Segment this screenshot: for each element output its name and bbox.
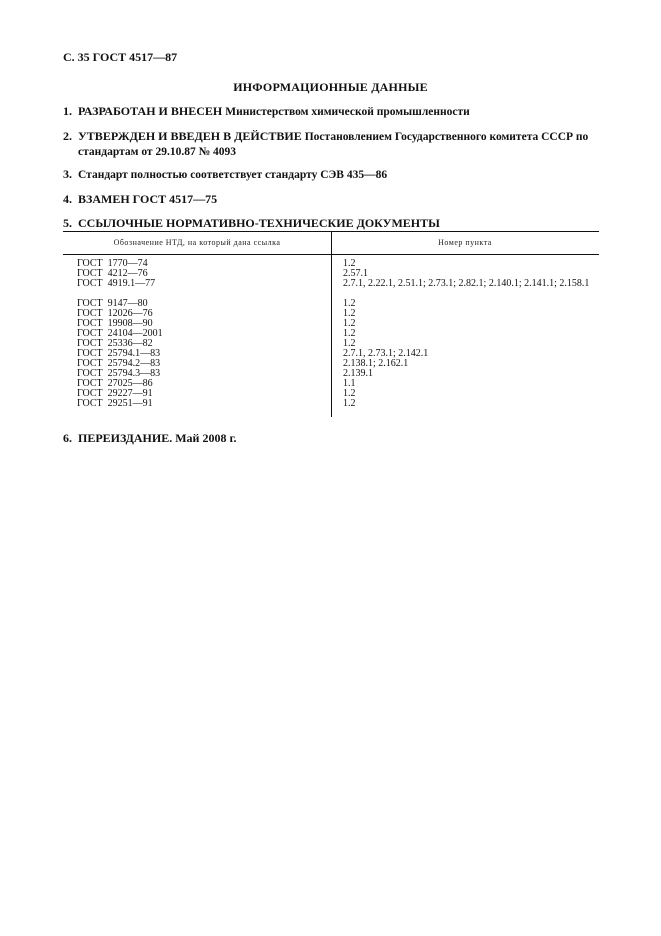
- table-header-document: Обозначение НТД, на который дана ссылка: [113, 238, 281, 247]
- document-title: ИНФОРМАЦИОННЫЕ ДАННЫЕ: [233, 80, 428, 94]
- table-cell-clause: 2.138.1; 2.162.1: [343, 358, 409, 369]
- item-number: 4.: [63, 192, 72, 206]
- table-cell-document: ГОСТ 27025—86: [77, 378, 153, 389]
- table-cell-clause: 2.139.1: [343, 368, 373, 379]
- table-cell-document: ГОСТ 25794.1—83: [77, 348, 161, 359]
- table-cell-document: ГОСТ 4919.1—77: [77, 278, 156, 289]
- table-cell-document: ГОСТ 12026—76: [77, 308, 153, 319]
- table-cell-clause: 1.2: [343, 328, 356, 339]
- table-cell-document: ГОСТ 9147—80: [77, 298, 148, 309]
- item-text: Постановлением Государственного комитета СССР по стандартам от 29.10.87 № 4093: [78, 131, 589, 158]
- table-cell-document: ГОСТ 29251—91: [77, 398, 153, 409]
- item-number: 5.: [63, 216, 72, 230]
- item-number: 3.: [63, 167, 72, 181]
- info-item-developed: [63, 104, 608, 119]
- table-cell-clause: 1.2: [343, 298, 356, 309]
- item-text: Министерством химической промышленности: [225, 106, 470, 118]
- table-cell-clause: 2.7.1, 2.73.1; 2.142.1: [343, 348, 429, 359]
- item-lead: ССЫЛОЧНЫЕ НОРМАТИВНО-ТЕХНИЧЕСКИЕ ДОКУМЕНТЫ: [78, 216, 440, 230]
- item-lead: ВЗАМЕН ГОСТ 4517—75: [78, 192, 218, 206]
- item-lead: УТВЕРЖДЕН И ВВЕДЕН В ДЕЙСТВИЕ: [78, 129, 302, 143]
- info-item-conformity: [63, 167, 608, 182]
- table-cell-clause: 1.2: [343, 308, 356, 319]
- table-cell-document: ГОСТ 29227—91: [77, 388, 153, 399]
- table-cell-clause: 1.2: [343, 338, 356, 349]
- table-header-clause: Номер пункта: [438, 238, 492, 247]
- item-lead: ПЕРЕИЗДАНИЕ. Май 2008 г.: [78, 431, 237, 445]
- table-cell-document: ГОСТ 19908—90: [77, 318, 153, 329]
- item-text: Стандарт полностью соответствует стандарту СЭВ 435—86: [78, 169, 388, 181]
- info-item-approved: [63, 129, 608, 159]
- table-cell-clause: 1.2: [343, 388, 356, 399]
- table-cell-document: ГОСТ 25794.2—83: [77, 358, 161, 369]
- table-cell-document: ГОСТ 25794.3—83: [77, 368, 161, 379]
- item-number: 1.: [63, 104, 72, 118]
- table-column-divider: [331, 231, 332, 417]
- item-number: 6.: [63, 431, 72, 445]
- info-item-replaces: [63, 192, 608, 206]
- table-cell-clause: 1.2: [343, 318, 356, 329]
- table-cell-clause: 1.1: [343, 378, 356, 389]
- info-item-references: [63, 216, 608, 230]
- table-cell-clause: 2.57.1: [343, 268, 368, 279]
- table-cell-document: ГОСТ 24104—2001: [77, 328, 163, 339]
- page-header: С. 35 ГОСТ 4517—87: [63, 50, 178, 64]
- table-cell-clause: 2.7.1, 2.22.1, 2.51.1; 2.73.1; 2.82.1; 2.140.1; 2.141.1; 2.158.1: [343, 278, 590, 289]
- table-column-documents: [77, 259, 327, 409]
- info-item-reissue: [63, 431, 608, 445]
- item-lead: РАЗРАБОТАН И ВНЕСЕН: [78, 104, 223, 118]
- table-cell-clause: 1.2: [343, 398, 356, 409]
- references-table: [63, 231, 599, 417]
- table-cell-document: ГОСТ 4212—76: [77, 268, 148, 279]
- item-number: 2.: [63, 129, 72, 143]
- table-column-clauses: [343, 259, 593, 409]
- table-cell-document: ГОСТ 1770—74: [77, 258, 148, 269]
- table-cell-document: ГОСТ 25336—82: [77, 338, 153, 349]
- table-cell-clause: 1.2: [343, 258, 356, 269]
